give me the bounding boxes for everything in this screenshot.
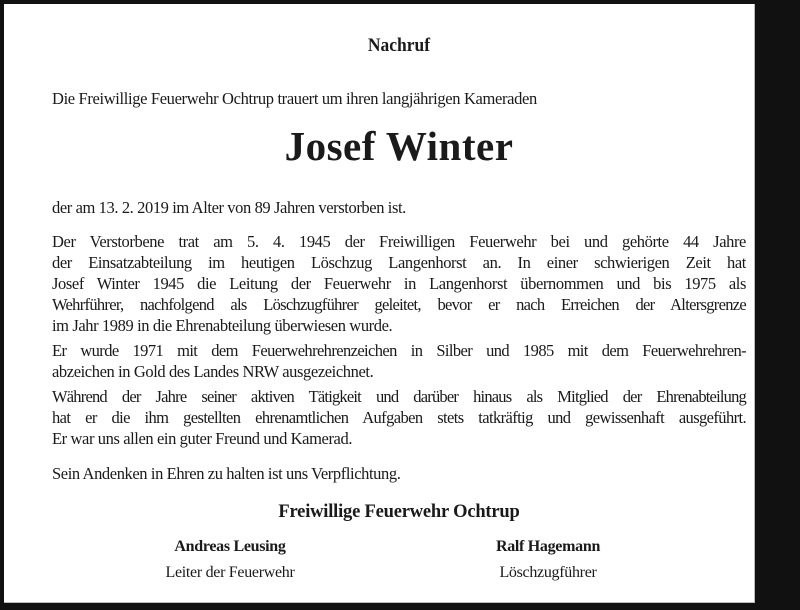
signatory-name: Andreas Leusing [174,538,286,555]
paragraph-line: im Jahr 1989 in die Ehrenabteilung überwiesen wurde. [52,316,393,335]
paragraph-line: Er war uns allen ein guter Freund und Kamerad. [52,429,353,448]
death-line [52,197,746,218]
paragraph-service [52,386,746,449]
paragraph-line: Josef Winter 1945 die Leitung der Feuerwehr in Langenhorst übernommen und bis 1975 als [52,274,746,293]
paragraph-line: Wehrführer, nachfolgend als Löschzugführer geleitet, bevor er nach Erreichen der Altersgrenze [52,295,746,314]
closing-text: Sein Andenken in Ehren zu halten ist uns Verpflichtung. [52,464,401,483]
closing-line [52,463,746,484]
organization-name: Freiwillige Feuerwehr Ochtrup [278,502,520,522]
obituary-page [4,4,755,603]
signatory-1 [100,538,360,582]
paragraph-line: Er wurde 1971 mit dem Feuerwehrehrenzeichen in Silber und 1985 mit dem Feuerwehrehren- [52,341,746,360]
signatory-role: Leiter der Feuerwehr [165,564,295,581]
paragraph-line: Der Verstorbene trat am 5. 4. 1945 der Freiwilligen Feuerwehr bei und gehörte 44 Jahre [52,232,746,251]
heading: Nachruf [367,35,431,56]
paragraph-line: hat er die ihm gestellten ehrenamtlichen Aufgaben stets tatkräftig und gewissenhaft ausgeführt. [52,408,746,427]
signatory-name: Ralf Hagemann [495,538,601,555]
intro-text: Die Freiwillige Feuerwehr Ochtrup trauert um ihren langjährigen Kameraden [52,89,537,108]
paragraph-awards [52,340,746,382]
death-line-text: der am 13. 2. 2019 im Alter von 89 Jahren verstorben ist. [52,198,406,217]
paragraph-line: der Einsatzabteilung im heutigen Löschzug Langenhorst an. In einer schwierigen Zeit hat [52,253,746,272]
paragraph-career [52,231,746,336]
paragraph-line: Während der Jahre seiner aktiven Tätigkeit und darüber hinaus als Mitglied der Ehrenabteilung [52,387,746,406]
signatory-2 [418,538,678,582]
paragraph-line: abzeichen in Gold des Landes NRW ausgezeichnet. [52,362,374,381]
signatory-role: Löschzugführer [499,564,597,581]
deceased-name: Josef Winter [284,123,514,169]
